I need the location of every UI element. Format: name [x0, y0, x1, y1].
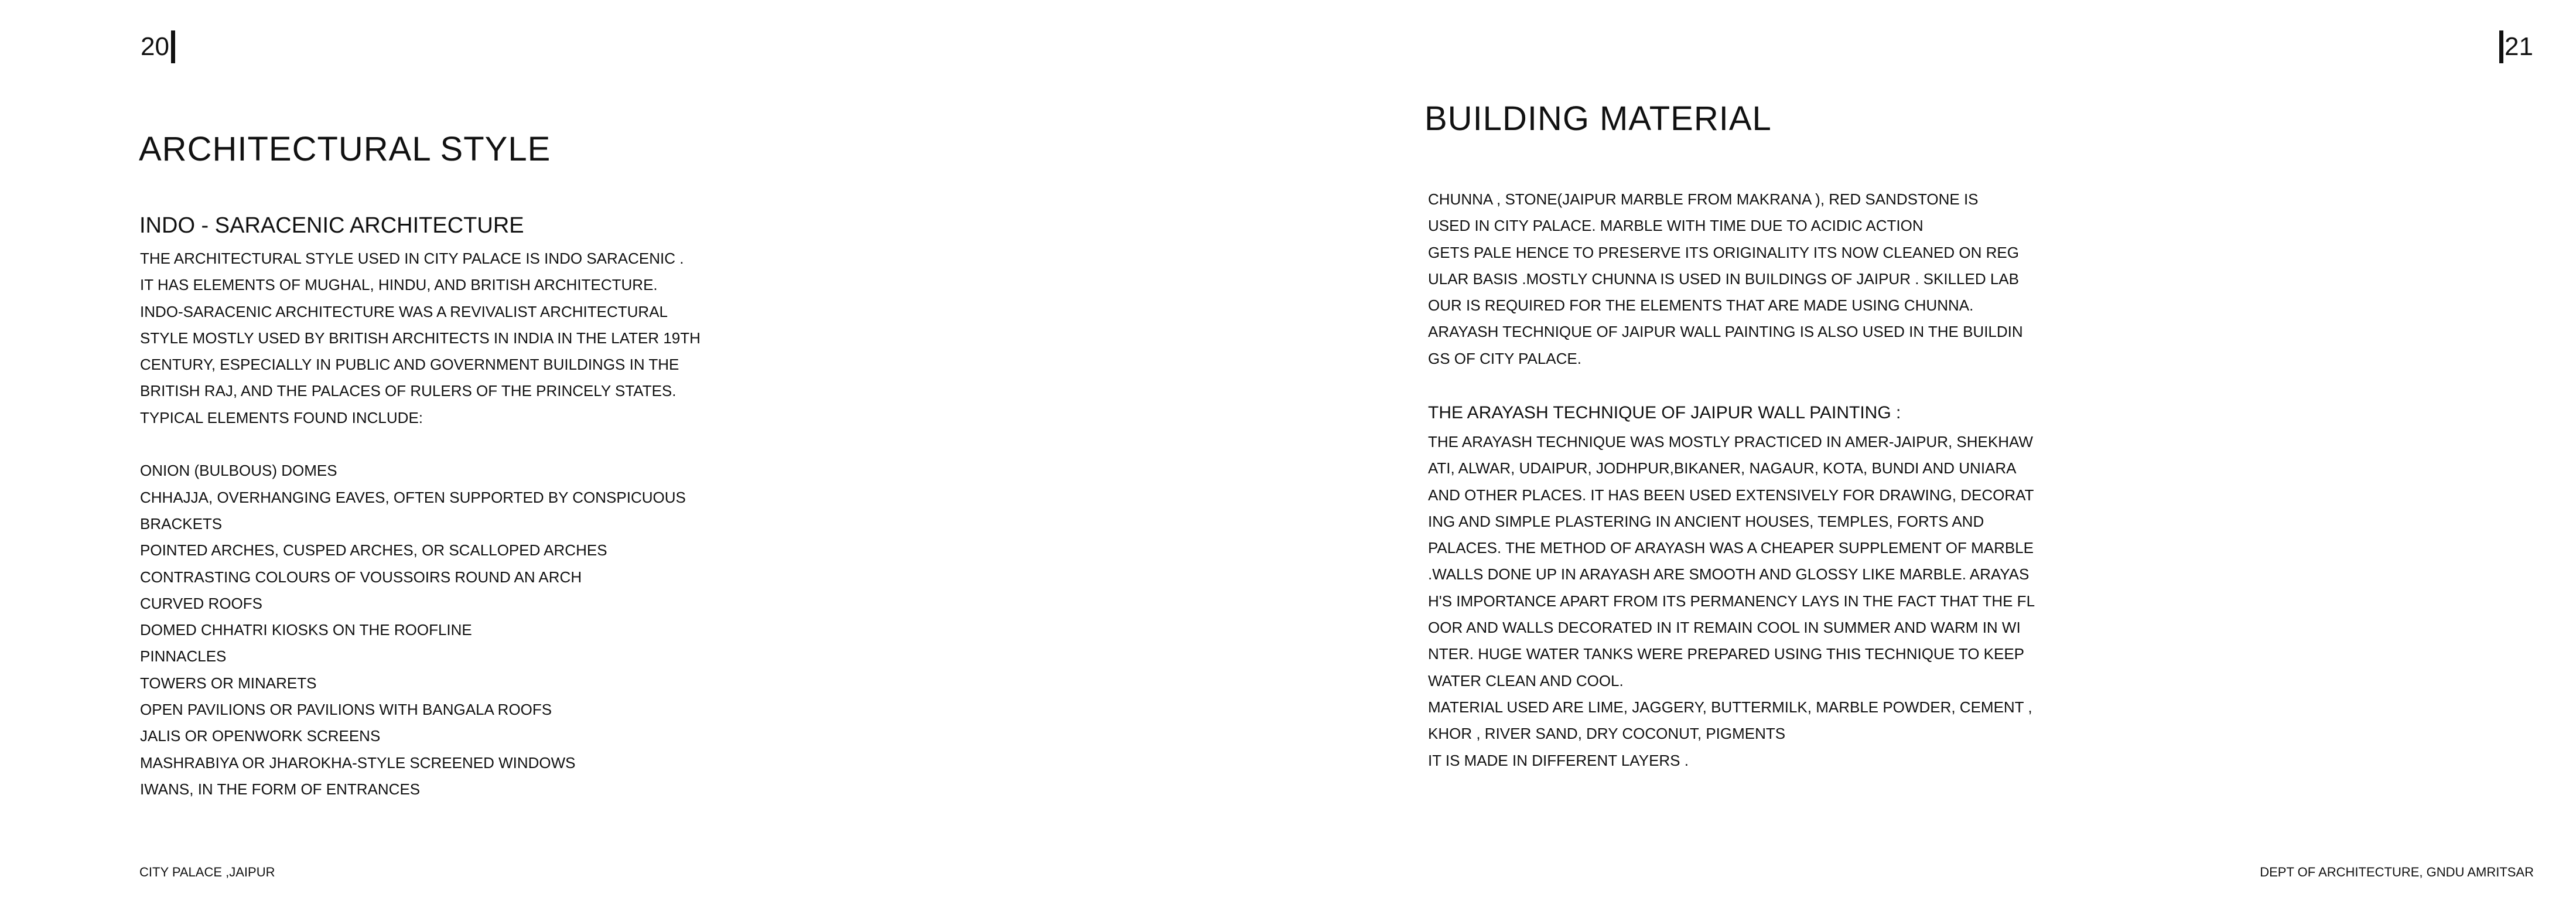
text-line: ATI, ALWAR, UDAIPUR, JODHPUR,BIKANER, NAGAUR, KOTA, BUNDI AND UNIARA [1428, 459, 2017, 477]
text-line: INDO-SARACENIC ARCHITECTURE WAS A REVIVALIST ARCHITECTURAL [140, 302, 668, 320]
text-line: ONION (BULBOUS) DOMES [140, 462, 337, 480]
text-line: STYLE MOSTLY USED BY BRITISH ARCHITECTS IN INDIA IN THE LATER 19TH [140, 329, 701, 347]
text-line: DOMED CHHATRI KIOSKS ON THE ROOFLINE [140, 621, 472, 639]
text-line: CHUNNA , STONE(JAIPUR MARBLE FROM MAKRANA ), RED SANDSTONE IS [1428, 190, 1979, 208]
footer-right: DEPT OF ARCHITECTURE, GNDU AMRITSAR [2260, 865, 2534, 879]
page-number-bar-right [2499, 30, 2503, 63]
text-line: TOWERS OR MINARETS [140, 674, 317, 692]
section-heading-right: THE ARAYASH TECHNIQUE OF JAIPUR WALL PAINTING : [1428, 403, 1901, 422]
text-line: MASHRABIYA OR JHAROKHA-STYLE SCREENED WINDOWS [140, 753, 576, 772]
text-line: OOR AND WALLS DECORATED IN IT REMAIN COOL IN SUMMER AND WARM IN WI [1428, 619, 2021, 637]
text-line: KHOR , RIVER SAND, DRY COCONUT, PIGMENTS [1428, 725, 1786, 743]
text-line: IT IS MADE IN DIFFERENT LAYERS . [1428, 751, 1689, 769]
text-line: .WALLS DONE UP IN ARAYASH ARE SMOOTH AND GLOSSY LIKE MARBLE. ARAYAS [1428, 565, 2030, 584]
text-line: MATERIAL USED ARE LIME, JAGGERY, BUTTERMILK, MARBLE POWDER, CEMENT , [1428, 698, 2032, 716]
text-line: CONTRASTING COLOURS OF VOUSSOIRS ROUND AN ARCH [140, 568, 582, 586]
text-line: IWANS, IN THE FORM OF ENTRANCES [140, 780, 421, 798]
text-line: BRITISH RAJ, AND THE PALACES OF RULERS OF THE PRINCELY STATES. [140, 382, 677, 400]
text-line: TYPICAL ELEMENTS FOUND INCLUDE: [140, 408, 423, 427]
section-text-right [1428, 429, 2035, 774]
text-line: CENTURY, ESPECIALLY IN PUBLIC AND GOVERNMENT BUILDINGS IN THE [140, 356, 679, 374]
intro-text-right [1428, 186, 2023, 372]
text-line: NTER. HUGE WATER TANKS WERE PREPARED USING THIS TECHNIQUE TO KEEP [1428, 645, 2025, 663]
text-line: IT HAS ELEMENTS OF MUGHAL, HINDU, AND BRITISH ARCHITECTURE. [140, 276, 658, 294]
text-line: PINNACLES [140, 647, 227, 666]
text-line: JALIS OR OPENWORK SCREENS [140, 727, 381, 745]
text-line: OUR IS REQUIRED FOR THE ELEMENTS THAT ARE MADE USING CHUNNA. [1428, 296, 1974, 315]
text-line: GETS PALE HENCE TO PRESERVE ITS ORIGINALITY ITS NOW CLEANED ON REG [1428, 243, 2019, 261]
text-line: THE ARAYASH TECHNIQUE WAS MOSTLY PRACTICED IN AMER-JAIPUR, SHEKHAW [1428, 433, 2033, 451]
text-line: PALACES. THE METHOD OF ARAYASH WAS A CHEAPER SUPPLEMENT OF MARBLE [1428, 539, 2034, 557]
footer-left: CITY PALACE ,JAIPUR [139, 865, 275, 879]
text-line: THE ARCHITECTURAL STYLE USED IN CITY PALACE IS INDO SARACENIC . [140, 250, 684, 267]
text-line: GS OF CITY PALACE. [1428, 349, 1581, 367]
page-number-bar-left [171, 30, 175, 63]
text-line: ULAR BASIS .MOSTLY CHUNNA IS USED IN BUILDINGS OF JAIPUR . SKILLED LAB [1428, 269, 2019, 288]
text-line: ARAYASH TECHNIQUE OF JAIPUR WALL PAINTING IS ALSO USED IN THE BUILDIN [1428, 323, 2023, 341]
page-title-left: ARCHITECTURAL STYLE [139, 130, 551, 168]
body-text-left [140, 245, 701, 803]
text-line: H'S IMPORTANCE APART FROM ITS PERMANENCY LAYS IN THE FACT THAT THE FL [1428, 592, 2035, 610]
page-number-left: 20 [141, 32, 169, 61]
text-line: ING AND SIMPLE PLASTERING IN ANCIENT HOUSES, TEMPLES, FORTS AND [1428, 512, 1984, 530]
text-line: USED IN CITY PALACE. MARBLE WITH TIME DUE TO ACIDIC ACTION [1428, 217, 1924, 235]
page-title-right: BUILDING MATERIAL [1424, 100, 1772, 138]
text-line: BRACKETS [140, 514, 223, 533]
text-line: CURVED ROOFS [140, 594, 262, 612]
text-line: WATER CLEAN AND COOL. [1428, 671, 1624, 690]
text-line [140, 431, 701, 458]
section-subtitle-left: INDO - SARACENIC ARCHITECTURE [139, 213, 524, 238]
text-line: CHHAJJA, OVERHANGING EAVES, OFTEN SUPPORTED BY CONSPICUOUS [140, 488, 686, 506]
text-line: POINTED ARCHES, CUSPED ARCHES, OR SCALLOPED ARCHES [140, 541, 607, 559]
page-number-right: 21 [2505, 32, 2533, 61]
text-line: AND OTHER PLACES. IT HAS BEEN USED EXTENSIVELY FOR DRAWING, DECORAT [1428, 486, 2034, 504]
text-line: OPEN PAVILIONS OR PAVILIONS WITH BANGALA ROOFS [140, 701, 552, 719]
